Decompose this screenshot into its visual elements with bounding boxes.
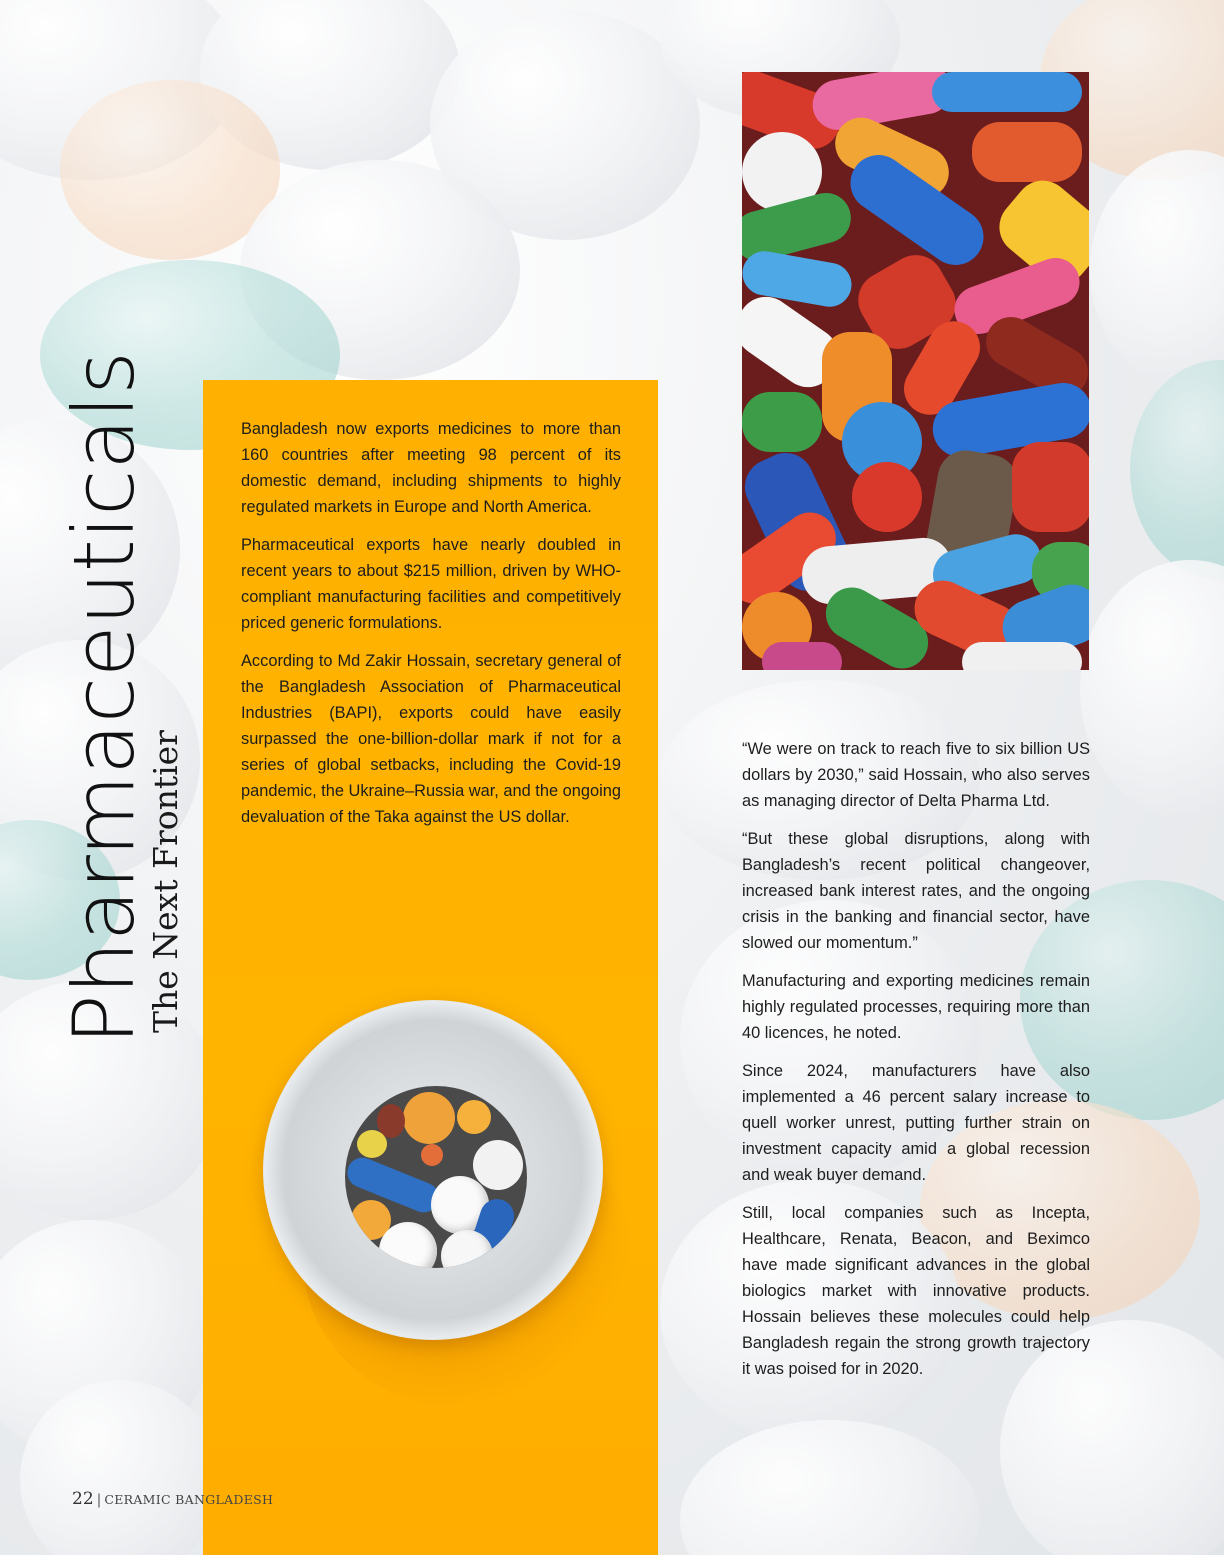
pill-bottle-photo — [263, 1000, 603, 1340]
paragraph: Manufacturing and exporting medicines remain highly regulated processes, requiring more than 40 licences, he noted. — [742, 972, 1090, 1042]
left-article-text — [241, 416, 621, 842]
page-footer — [72, 1489, 273, 1509]
paragraph: “We were on track to reach five to six billion US dollars by 2030,” said Hossain, who also serves as managing director of Delta Pharma Ltd. — [742, 740, 1090, 810]
paragraph: Since 2024, manufacturers have also implemented a 46 percent salary increase to quell worker unrest, putting further strain on investment capacity amid a global recession and weak buyer demand. — [742, 1062, 1090, 1184]
right-article-text — [742, 736, 1090, 1394]
paragraph: Still, local companies such as Incepta, Healthcare, Renata, Beacon, and Beximco have made significant advances in the global biologics market with innovative products. Hossain believes these molecules could help Bangladesh regain the strong growth trajectory it was poised for in 2020. — [742, 1204, 1090, 1378]
paragraph: Pharmaceutical exports have nearly doubled in recent years to about $215 million, driven by WHO-compliant manufacturing facilities and competitively priced generic formulations. — [241, 536, 621, 632]
paragraph: According to Md Zakir Hossain, secretary general of the Bangladesh Association of Pharmaceutical Industries (BAPI), exports could have easily surpassed the one-billion-dollar mark if not for a series of global setbacks, including the Covid-19 pandemic, the Ukraine–Russia war, and the ongoing devaluation of the Taka against the US dollar. — [241, 652, 621, 826]
paragraph: “But these global disruptions, along with Bangladesh’s recent political changeover, increased bank interest rates, and the ongoing crisis in the banking and financial sector, have slowed our momentum.” — [742, 830, 1090, 952]
title-main: Pharmaceuticals — [55, 351, 153, 1045]
magazine-name: CERAMIC BANGLADESH — [104, 1492, 274, 1507]
title-subtitle: The Next Frontier — [146, 730, 185, 1033]
page-number: 22 — [72, 1489, 94, 1509]
colorful-pills-photo — [742, 72, 1089, 670]
article-title — [55, 351, 185, 1045]
orange-text-panel — [203, 380, 658, 1555]
footer-separator: | — [96, 1492, 102, 1508]
paragraph: Bangladesh now exports medicines to more than 160 countries after meeting 98 percent of its domestic demand, including shipments to highly regulated markets in Europe and North America. — [241, 420, 621, 516]
